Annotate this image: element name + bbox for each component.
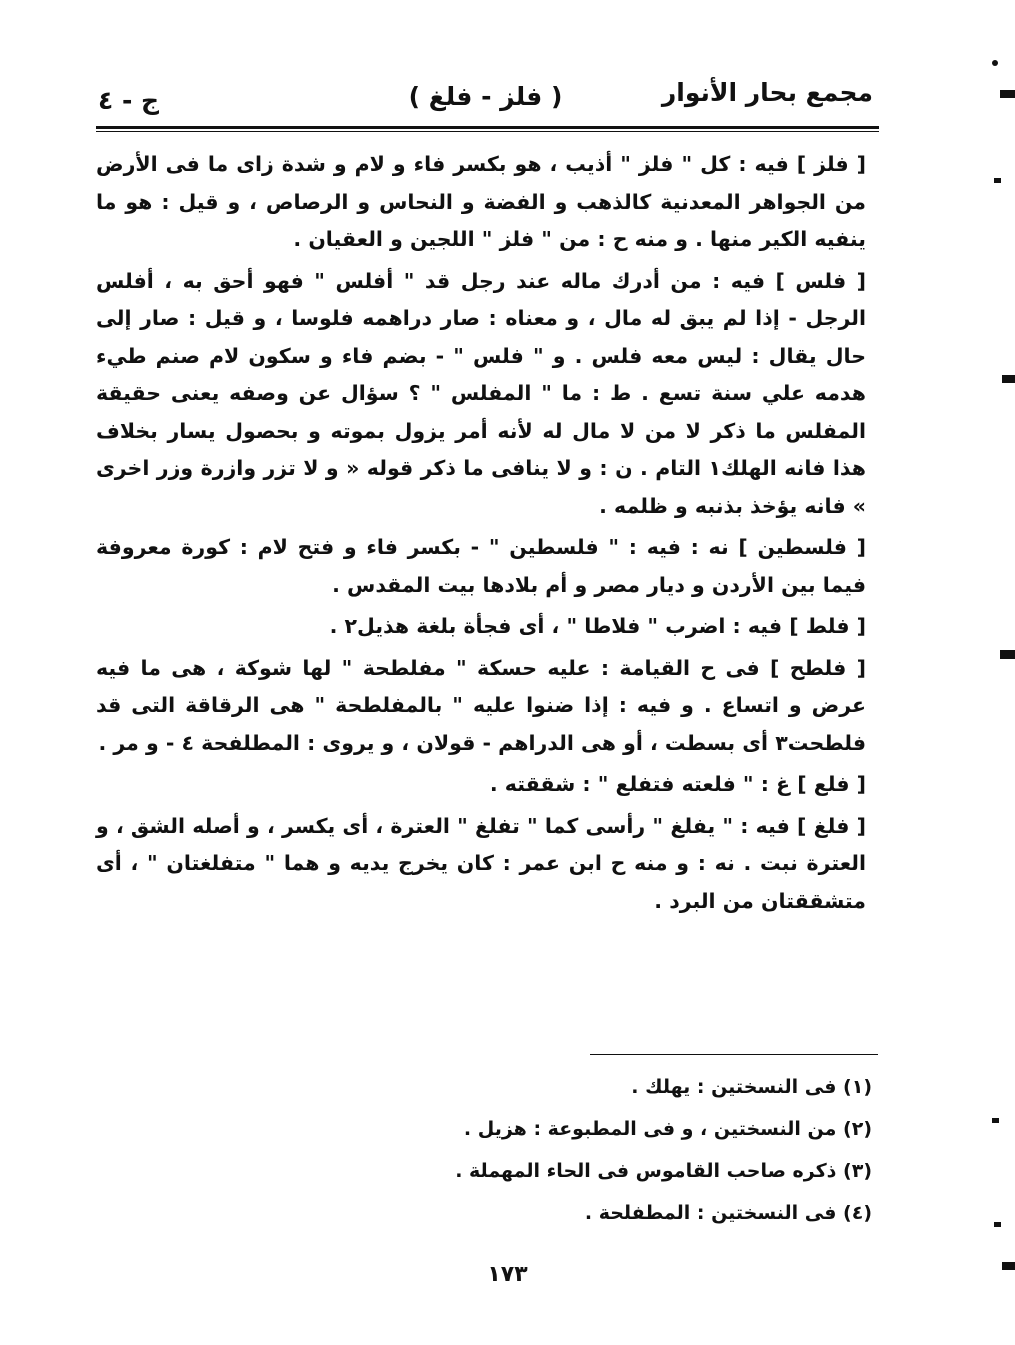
scan-mark bbox=[1002, 1262, 1015, 1270]
footnote-4: (٤) فى النسختين : المطفلحة . bbox=[584, 1202, 872, 1224]
entry-falz: [ فلز ] فيه : كل " فلز " أذيب ، هو بكسر فاء و لام و شدة زاى ما فى الأرض من الجواهر المعدنية كالذهب و الفضة و النحاس و الرصاص ، و قيل : هو ما ينفيه الكير منها . و منه ح : من " فلز " اللجين و العقيان . bbox=[96, 152, 866, 251]
running-header bbox=[98, 78, 873, 118]
section-range: ( فلز - فلغ ) bbox=[408, 82, 563, 111]
entry-falat: [ فلط ] فيه : اضرب " فلاطا " ، أى فجأة بلغة هذيل٢ . bbox=[329, 614, 866, 638]
entry-faltah: [ فلطح ] فى ح القيامة : عليه حسكة " مفلطحة " لها شوكة ، هى ما فيه عرض و اتساع . و فيه : إذا ضنوا عليه " بالمفلطحة " هى الرقاقة التى قد فلطحت٣ أى بسطت ، أو هى الدراهم - قولان ، و يروى : المطلفحة ٤ - و مر . bbox=[96, 655, 866, 755]
entry-fals: [ فلس ] فيه : من أدرك ماله عند رجل قد " أفلس " فهو أحق به ، أفلس الرجل - إذا لم يبق له مال ، و معناه : صار دراهمه فلوسا ، و قيل : صار إلى حال يقال : ليس معه فلس . و " فلس " - بضم فاء و سكون لام صنم طيء هدمه علي سنة تسع . ط : ما " المفلس " ؟ سؤال عن وصفه يعنى حقيقة المفلس ما ذكر لا من لا مال له لأنه أمر يزول بموته و بحصول يسار بخلاف هذا فانه الهلك١ التام . ن : و لا ينافى ما ذكر قوله « و لا تزر وازرة وزر اخرى » فانه يؤخذ بذنبه و ظلمه . bbox=[96, 268, 866, 518]
header-rule-thin bbox=[96, 131, 879, 132]
scan-mark bbox=[1000, 650, 1015, 659]
entry-falagh: [ فلغ ] فيه : " يفلغ " رأسى كما " تفلغ " العترة ، أى يكسر ، و أصله الشق ، و العترة نبت . نه : و منه ح ابن عمر : كان يخرج يديه و هما " متفلغتان " ، أى متشققتان من البرد . bbox=[96, 813, 866, 913]
scan-mark bbox=[992, 1118, 999, 1123]
entry-fala: [ فلع ] غ : " فلعته فتفلع " : شققته . bbox=[489, 772, 866, 796]
volume-label: ج - ٤ bbox=[98, 86, 160, 115]
scan-mark bbox=[994, 1222, 1001, 1227]
footnote-3: (٣) ذكره صاحب القاموس فى الحاء المهملة . bbox=[455, 1160, 872, 1182]
footnotes bbox=[300, 1066, 872, 1234]
scan-mark bbox=[994, 178, 1001, 183]
footnote-1: (١) فى النسختين : يهلك . bbox=[631, 1076, 872, 1098]
scan-mark bbox=[1002, 375, 1015, 383]
scan-mark bbox=[1000, 90, 1015, 98]
scan-mark bbox=[992, 60, 998, 66]
footnote-2: (٢) من النسختين ، و فى المطبوعة : هزيل . bbox=[463, 1118, 872, 1140]
main-text bbox=[96, 146, 866, 924]
entry-filastin: [ فلسطين ] نه : فيه : " فلسطين " - بكسر فاء و فتح لام : كورة معروفة فيما بين الأردن و ديار مصر و أم بلادها بيت المقدس . bbox=[96, 535, 866, 597]
page-number: ١٧٣ bbox=[487, 1262, 528, 1287]
header-rule-thick bbox=[96, 126, 879, 129]
footnote-rule bbox=[590, 1054, 878, 1055]
book-title: مجمع بحار الأنوار bbox=[661, 78, 873, 107]
